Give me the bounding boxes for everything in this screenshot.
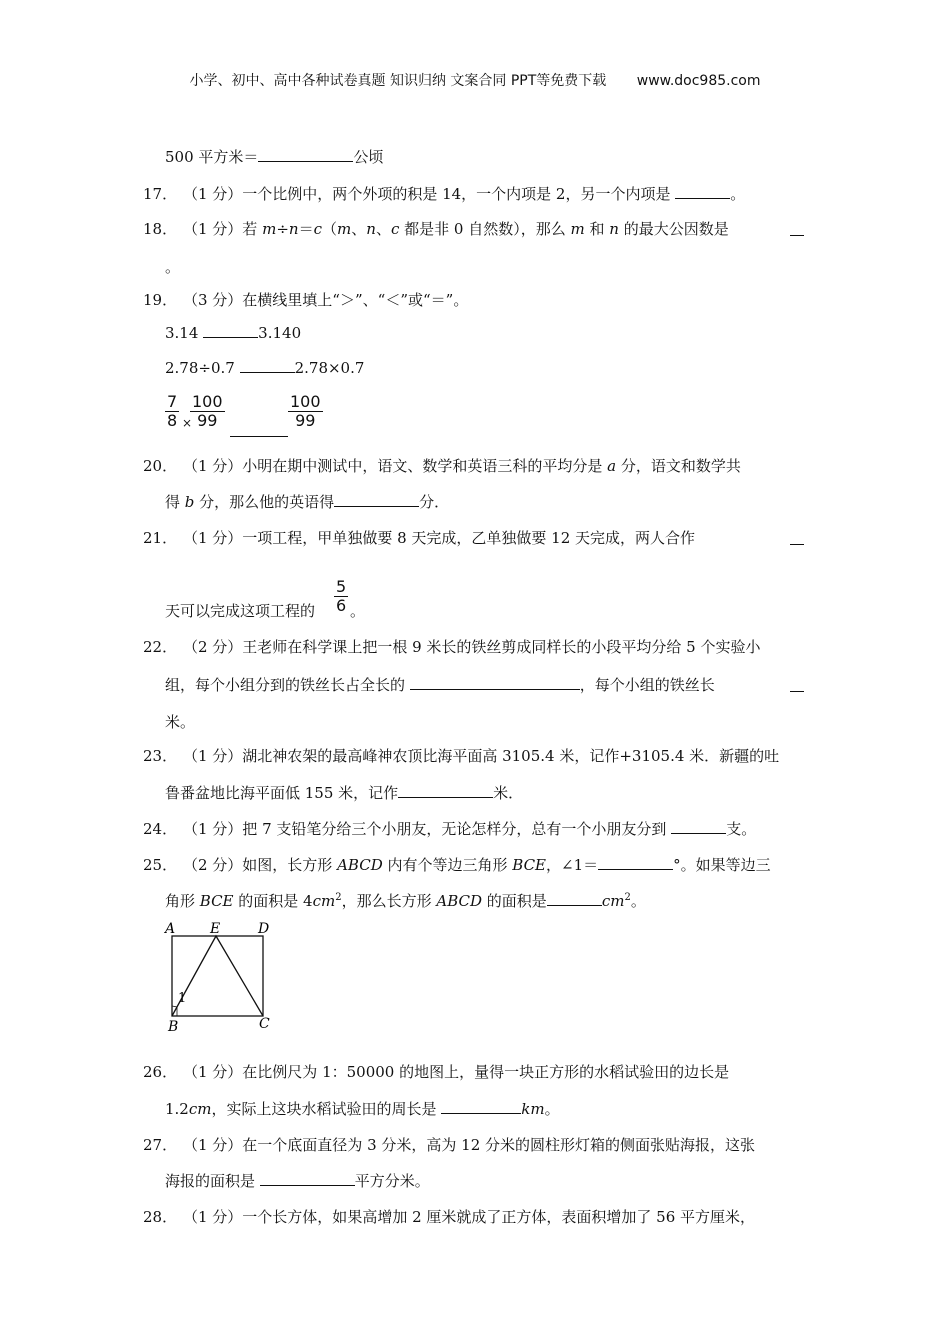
header-text: 小学、初中、高中各种试卷真题 知识归纳 文案合同 PPT等免费下载	[189, 73, 607, 89]
q19-right: 2.78×0.7	[294, 359, 365, 377]
numerator: 100	[192, 392, 223, 411]
question-text: （1 分）一个长方体，如果高增加 2 厘米就成了正方体，表面积增加了 56 平方厘米，	[183, 1208, 756, 1226]
answer-blank[interactable]	[410, 676, 580, 690]
answer-blank[interactable]	[203, 324, 258, 338]
answer-blank[interactable]	[675, 185, 730, 199]
header-site: www.doc985.com	[636, 73, 761, 89]
q21-text: 天可以完成这项工程的	[165, 602, 316, 620]
q23-line2	[165, 782, 523, 803]
q25-text: ，那么长方形	[341, 892, 437, 910]
var-n: n	[366, 220, 376, 238]
question-number: 23．	[143, 747, 178, 765]
denominator: 99	[295, 411, 316, 430]
answer-blank[interactable]	[230, 423, 288, 437]
question-number: 21．	[143, 529, 178, 547]
angle-1-label: 1	[178, 991, 187, 1006]
question-text: （1 分）一项工程，甲单独做要 8 天完成，乙单独做要 12 天完成，两人合作	[183, 529, 696, 547]
question-number: 28．	[143, 1208, 178, 1226]
q16-text: 500 平方米＝	[165, 148, 259, 166]
q20-text: 分．	[419, 493, 450, 511]
q22-text: 组，每个小组分到的铁丝长占全长的	[165, 676, 406, 694]
unit-cm: cm	[312, 892, 336, 910]
question-28	[143, 1206, 755, 1227]
q25-text: °。如果等边三	[673, 856, 771, 874]
question-17	[143, 183, 745, 204]
question-number: 17．	[143, 185, 178, 203]
q18-and: 和	[584, 220, 610, 238]
q25-text: ，∠1＝	[546, 856, 599, 874]
q21-line2	[165, 600, 315, 621]
punct: 。	[630, 892, 646, 910]
answer-blank[interactable]	[334, 493, 419, 507]
answer-blank[interactable]	[441, 1100, 521, 1114]
q20-text: （1 分）小明在期中测试中，语文、数学和英语三科的平均分是	[183, 457, 608, 475]
answer-blank[interactable]	[398, 784, 493, 798]
label-bce: BCE	[199, 892, 234, 910]
answer-blank[interactable]	[258, 148, 353, 162]
denominator: 99	[197, 411, 218, 430]
question-text: （1 分）一个比例中，两个外项的积是 14，一个内项是 2，另一个内项是	[183, 185, 671, 203]
var-n: n	[609, 220, 619, 238]
var-n: n	[288, 220, 299, 238]
var-c: c	[313, 220, 322, 238]
q20-text: 分，语文和数学共	[616, 457, 741, 475]
var-b: b	[184, 493, 195, 511]
var-m: m	[262, 220, 277, 238]
answer-blank[interactable]	[240, 359, 295, 373]
q19-row1	[165, 324, 301, 342]
question-text: （1 分）湖北神农架的最高峰神农顶比海平面高 3105.4 米，记作+3105.4 米．新疆的吐	[183, 747, 780, 765]
question-25	[143, 854, 771, 875]
q19-right: 3.140	[258, 324, 302, 342]
question-24	[143, 818, 756, 839]
fraction-5-6	[334, 578, 348, 615]
page-header	[0, 70, 950, 90]
numerator: 100	[290, 392, 321, 411]
rectangle-triangle-figure	[160, 918, 280, 1036]
q22-text: ，每个小组的铁丝长	[579, 676, 715, 694]
q27-line2	[165, 1170, 430, 1191]
q25-text: 的面积是 4	[233, 892, 313, 910]
q25-text: 的面积是	[482, 892, 547, 910]
q24-end: 支。	[726, 820, 757, 838]
numerator: 7	[167, 392, 178, 411]
punct: 。	[544, 1100, 560, 1118]
label-bce: BCE	[512, 856, 547, 874]
question-number: 25．	[143, 856, 178, 874]
point-e-label: E	[210, 921, 221, 937]
q25-line2	[165, 890, 646, 911]
answer-blank[interactable]	[671, 820, 726, 834]
label-abcd: ABCD	[436, 892, 483, 910]
q19-left: 2.78÷0.7	[165, 359, 240, 377]
question-22	[143, 636, 760, 657]
question-23	[143, 745, 779, 766]
var-c: c	[390, 220, 400, 238]
question-number: 26．	[143, 1063, 178, 1081]
answer-blank[interactable]	[790, 678, 804, 692]
punct: 。	[730, 185, 746, 203]
fraction-100-99	[288, 393, 323, 430]
question-text: （1 分）在一个底面直径为 3 分米，高为 12 分米的圆柱形灯箱的侧面张贴海报，这张	[183, 1136, 756, 1154]
unit-cm: cm	[601, 892, 625, 910]
var-m: m	[337, 220, 352, 238]
q16-tail	[165, 146, 383, 167]
q18-pre: （1 分）若	[183, 220, 263, 238]
var-a: a	[607, 457, 617, 475]
punct: 。	[350, 602, 366, 620]
unit-cm: cm	[188, 1100, 212, 1118]
q22-line2	[165, 674, 715, 695]
q18-rest: 都是非 0 自然数），那么	[399, 220, 571, 238]
q18-tail: 的最大公因数是	[618, 220, 729, 238]
question-number: 20．	[143, 457, 178, 475]
superscript: 2	[624, 892, 631, 903]
q22-line3: 米。	[165, 713, 196, 731]
question-19	[143, 289, 468, 310]
superscript: 2	[335, 892, 342, 903]
q20-line2	[165, 491, 449, 512]
q19-left: 3.14	[165, 324, 204, 342]
question-number: 24．	[143, 820, 178, 838]
q26-text: 1.2	[165, 1100, 189, 1118]
fraction-7-8	[165, 393, 179, 430]
question-26	[143, 1061, 729, 1082]
answer-blank[interactable]	[547, 892, 602, 906]
denominator: 6	[336, 596, 347, 615]
answer-blank[interactable]	[790, 531, 804, 545]
denominator: 8	[167, 411, 178, 430]
question-text: （1 分）在比例尺为 1：50000 的地图上，量得一块正方形的水稻试验田的边长是	[183, 1063, 730, 1081]
q18-div: ÷	[276, 220, 289, 238]
q18-mid: （	[322, 220, 338, 238]
var-m: m	[570, 220, 585, 238]
question-number: 18．	[143, 220, 178, 238]
question-18	[143, 218, 729, 239]
question-27	[143, 1134, 755, 1155]
q19-row2	[165, 359, 364, 377]
q23-text: 米．	[493, 784, 524, 802]
q18-sep: 、	[351, 220, 367, 238]
q16-unit: 公顷	[353, 148, 384, 166]
q25-text: （2 分）如图，长方形	[183, 856, 338, 874]
q27-text: 海报的面积是	[165, 1172, 256, 1190]
answer-blank[interactable]	[598, 856, 673, 870]
question-21	[143, 527, 695, 548]
question-text: （2 分）王老师在科学课上把一根 9 米长的铁丝剪成同样长的小段平均分给 5 个实验小	[183, 638, 761, 656]
question-number: 27．	[143, 1136, 178, 1154]
question-text: （3 分）在横线里填上“＞”、“＜”或“＝”。	[183, 291, 469, 309]
q25-text: 内有个等边三角形	[382, 856, 513, 874]
q27-text: 平方分米。	[354, 1172, 430, 1190]
q26-line2	[165, 1098, 560, 1119]
times-sign: ×	[182, 416, 193, 430]
label-abcd: ABCD	[337, 856, 383, 874]
question-text: （1 分）把 7 支铅笔分给三个小朋友，无论怎样分，总有一个小朋友分到	[183, 820, 667, 838]
q20-text: 分，那么他的英语得	[194, 493, 335, 511]
q18-eq: ＝	[298, 220, 314, 238]
numerator: 5	[336, 577, 347, 596]
q20-text: 得	[165, 493, 185, 511]
q23-text: 鲁番盆地比海平面低 155 米，记作	[165, 784, 399, 802]
question-number: 22．	[143, 638, 178, 656]
q25-text: 角形	[165, 892, 200, 910]
question-number: 19．	[143, 291, 178, 309]
unit-km: km	[521, 1100, 545, 1118]
point-a-label: A	[165, 921, 176, 937]
q26-text: ，实际上这块水稻试验田的周长是	[211, 1100, 437, 1118]
q18-end: 。	[165, 258, 181, 276]
point-d-label: D	[258, 921, 270, 937]
answer-blank[interactable]	[790, 222, 804, 236]
fraction-100-99	[190, 393, 225, 430]
question-20	[143, 455, 741, 476]
answer-blank[interactable]	[260, 1172, 355, 1186]
point-c-label: C	[259, 1016, 270, 1032]
q18-sep: 、	[375, 220, 391, 238]
point-b-label: B	[168, 1019, 179, 1035]
